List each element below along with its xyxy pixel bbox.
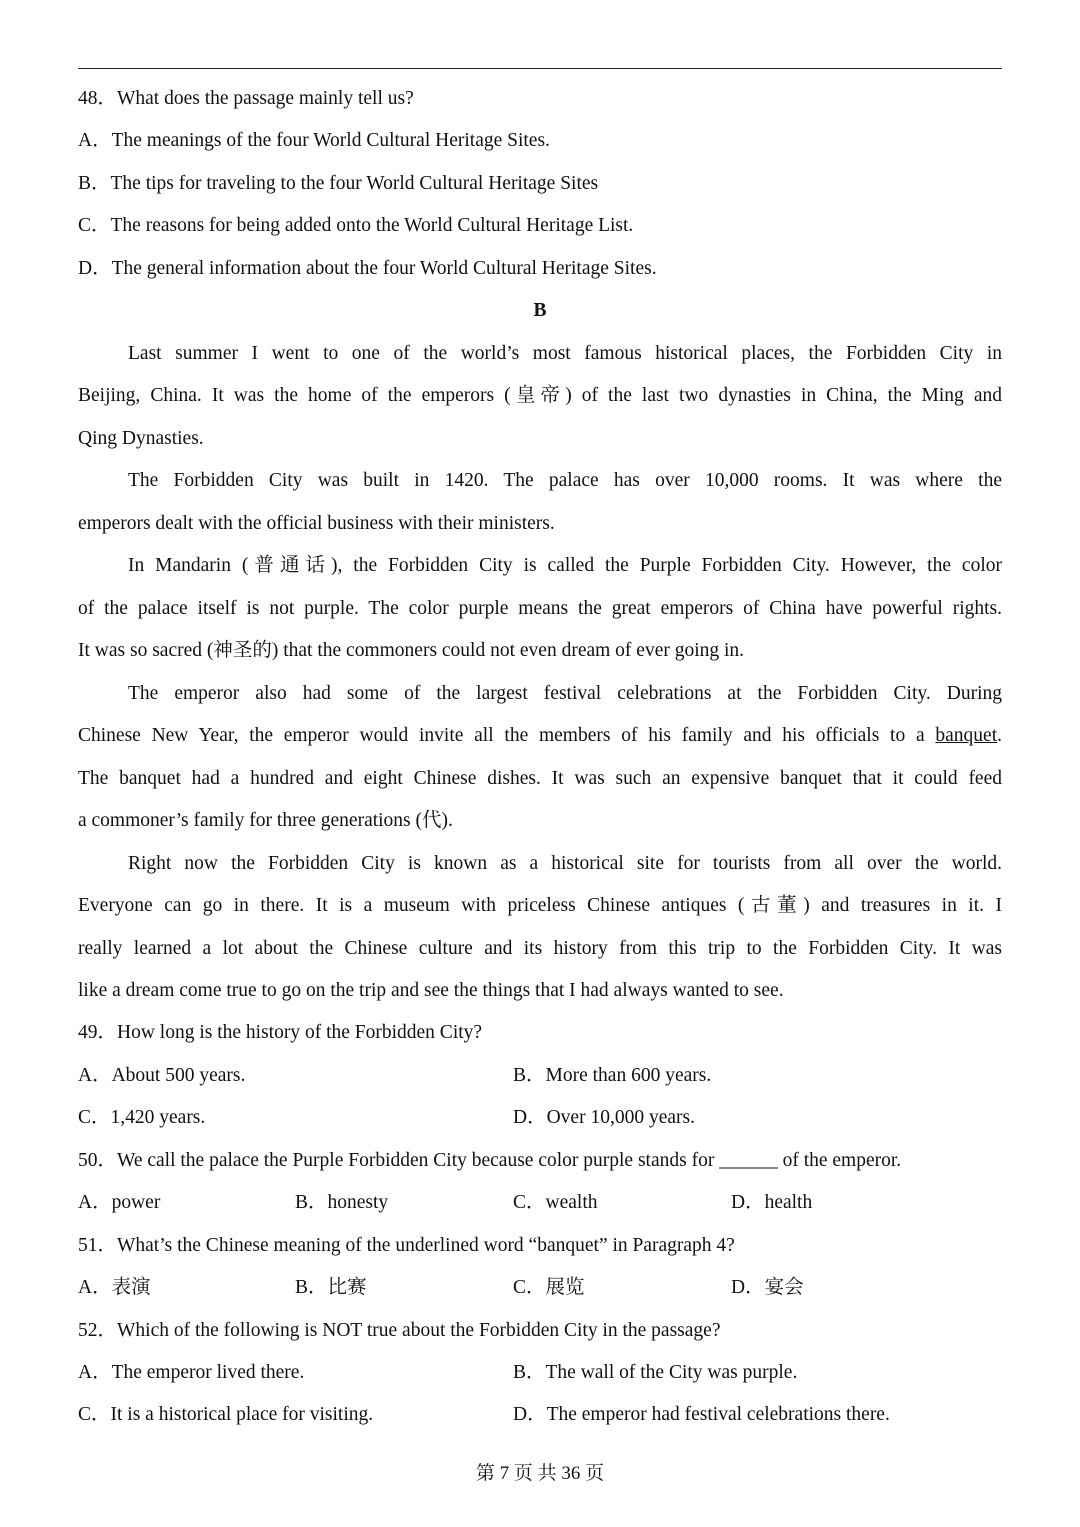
passage-p4-line-2 (78, 723, 1002, 749)
q48-option-a: A．The meanings of the four World Cultural Heritage Sites. (78, 130, 550, 151)
passage-p4-line-3: The banquet had a hundred and eight Chinese dishes. It was such an expensive banquet that it could feed (78, 768, 1002, 789)
passage-p5-line-1: Right now the Forbidden City is known as a historical site for tourists from all over the world. (128, 853, 1002, 874)
q49-option-a: A．About 500 years. (78, 1065, 246, 1086)
p4-line-2-end: . (997, 725, 1002, 746)
passage-p2-line-2: emperors dealt with the official business with their ministers. (78, 513, 555, 534)
section-b-title: B (533, 300, 547, 321)
q48-stem: 48．What does the passage mainly tell us? (78, 88, 414, 109)
q49-option-c: C．1,420 years. (78, 1107, 206, 1128)
q50-option-c: C．wealth (513, 1192, 598, 1213)
passage-p1-line-2: Beijing, China. It was the home of the emperors (皇帝) of the last two dynasties in China, the Ming and (78, 385, 1002, 406)
q52-option-a: A．The emperor lived there. (78, 1362, 305, 1383)
passage-p1-line-1: Last summer I went to one of the world’s most famous historical places, the Forbidden City in (128, 343, 1002, 364)
page-footer: 第 7 页 共 36 页 (475, 1463, 605, 1484)
passage-p3-line-2: of the palace itself is not purple. The color purple means the great emperors of China have powerful rights. (78, 598, 1002, 619)
top-rule (78, 68, 1002, 69)
q52-option-c: C．It is a historical place for visiting. (78, 1404, 374, 1425)
q51-option-c: C．展览 (513, 1277, 585, 1298)
q48-option-c: C．The reasons for being added onto the World Cultural Heritage List. (78, 215, 634, 236)
passage-p5-line-4: like a dream come true to go on the trip and see the things that I had always wanted to see. (78, 980, 784, 1001)
passage-p5-line-2: Everyone can go in there. It is a museum with priceless Chinese antiques (古董) and treasures in it. I (78, 895, 1002, 916)
passage-p5-line-3: really learned a lot about the Chinese culture and its history from this trip to the Forbidden City. It was (78, 938, 1002, 959)
q50-option-a: A．power (78, 1192, 161, 1213)
q50-option-d: D．health (731, 1192, 813, 1213)
q51-stem: 51．What’s the Chinese meaning of the underlined word “banquet” in Paragraph 4? (78, 1235, 735, 1256)
q48-option-d: D．The general information about the four World Cultural Heritage Sites. (78, 258, 657, 279)
q49-option-d: D．Over 10,000 years. (513, 1107, 695, 1128)
q50-option-b: B．honesty (295, 1192, 389, 1213)
q52-stem: 52．Which of the following is NOT true about the Forbidden City in the passage? (78, 1320, 721, 1341)
passage-p3-line-3: It was so sacred (神圣的) that the commoners could not even dream of ever going in. (78, 640, 745, 661)
q51-option-a: A．表演 (78, 1277, 151, 1298)
q52-option-d: D．The emperor had festival celebrations there. (513, 1404, 890, 1425)
q50-stem: 50．We call the palace the Purple Forbidden City because color purple stands for ______ of the emperor. (78, 1150, 902, 1171)
passage-p4-line-4: a commoner’s family for three generations (代). (78, 810, 453, 831)
q51-option-d: D．宴会 (731, 1277, 804, 1298)
q48-option-b: B．The tips for traveling to the four World Cultural Heritage Sites (78, 173, 599, 194)
p4-line-2-text: Chinese New Year, the emperor would invite all the members of his family and his officials to a (78, 725, 936, 746)
passage-p3-line-1: In Mandarin (普通话), the Forbidden City is called the Purple Forbidden City. However, the color (128, 555, 1002, 576)
passage-p4-line-1: The emperor also had some of the largest festival celebrations at the Forbidden City. During (128, 683, 1002, 704)
q49-option-b: B．More than 600 years. (513, 1065, 712, 1086)
q49-stem: 49．How long is the history of the Forbidden City? (78, 1022, 483, 1043)
banquet-underlined-word: banquet (935, 725, 998, 746)
q52-option-b: B．The wall of the City was purple. (513, 1362, 798, 1383)
q51-option-b: B．比赛 (295, 1277, 367, 1298)
passage-p1-line-3: Qing Dynasties. (78, 428, 204, 449)
passage-p2-line-1: The Forbidden City was built in 1420. The palace has over 10,000 rooms. It was where the (128, 470, 1002, 491)
